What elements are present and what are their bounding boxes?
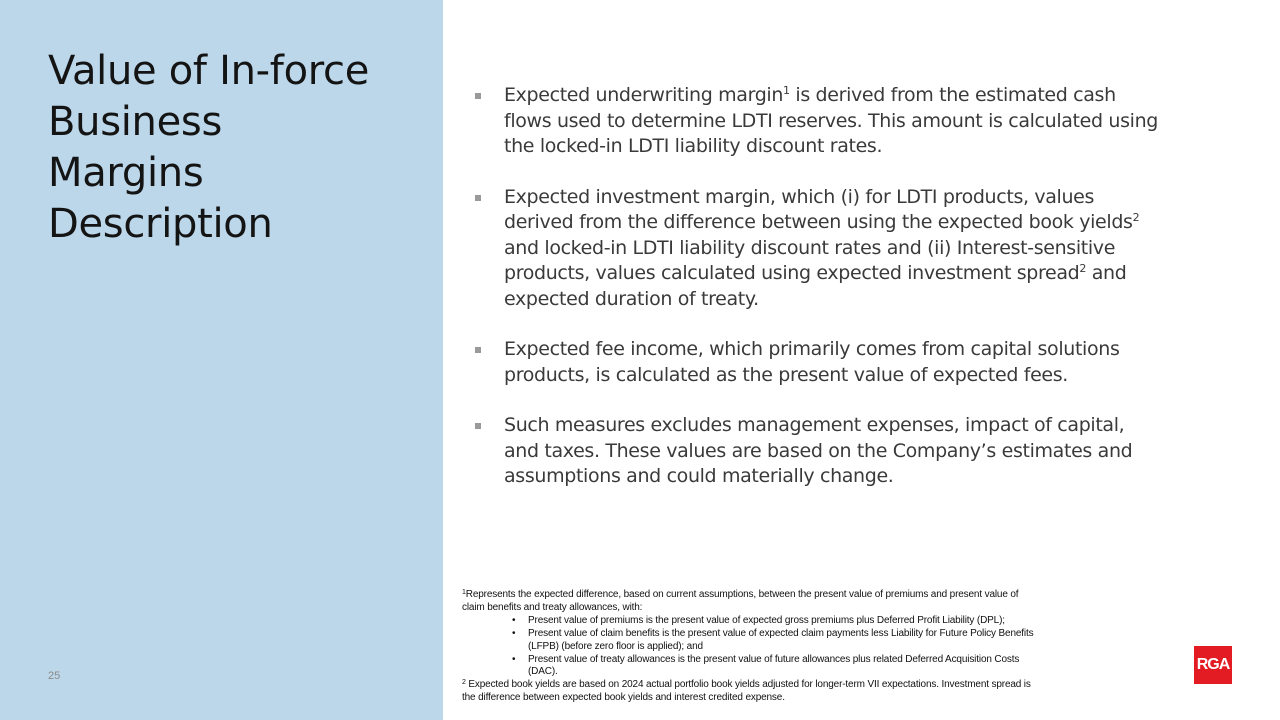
bullet-text-line: Expected investment margin, which (i) for LDTI products, values <box>504 185 1095 208</box>
footnote-subitem: • Present value of treaty allowances is the present value of future allowances plus related Deferred Acquisition Costs (DAC). <box>512 654 1172 680</box>
bullet-text-line: flows used to determine LDTI reserves. This amount is calculated using <box>504 109 1158 132</box>
bullet-item <box>474 337 1264 388</box>
footnote-subitem: • Present value of premiums is the present value of expected gross premiums plus Deferred Profit Liability (DPL); <box>512 615 1172 628</box>
bullet-text-line: the locked-in LDTI liability discount rates. <box>504 135 883 157</box>
rga-logo: RGA <box>1194 646 1232 684</box>
bullet-item <box>474 413 1264 490</box>
bullet-text-line: Expected underwriting margin$^1$ is derived from the estimated cash <box>504 84 1116 106</box>
footnote-sublist <box>512 615 1172 680</box>
left-panel <box>0 0 443 720</box>
bullet-item <box>474 83 1264 160</box>
bullet-list <box>474 83 1264 515</box>
page-number: 25 <box>48 670 61 682</box>
footnote-2-line: the difference between expected book yields and interest credited expense. <box>462 692 785 704</box>
square-bullet-icon <box>475 195 481 201</box>
square-bullet-icon <box>475 423 481 429</box>
footnote-2-line: $^2$ Expected book yields are based on 2024 actual portfolio book yields adjusted for longer-term VII expectations. Investment spread is <box>462 679 1031 691</box>
footnote-reference: 2 <box>1132 211 1140 224</box>
slide-title <box>48 46 428 250</box>
bullet-item <box>474 185 1264 313</box>
footnote-marker: 2 <box>462 679 466 687</box>
square-bullet-icon <box>475 93 481 99</box>
bullet-text-line: Such measures excludes management expenses, impact of capital, <box>504 414 1125 436</box>
slide-title-line: Description <box>48 201 273 247</box>
bullet-text-line: expected duration of treaty. <box>504 287 759 310</box>
footnote-reference: 1 <box>783 84 790 97</box>
footnote-subitem: • Present value of claim benefits is the present value of expected claim payments less Liability for Future Policy Benefits (LFPB) (before zero floor is applied); and <box>512 628 1172 654</box>
bullet-text-line: and locked-in LDTI liability discount rates and (ii) Interest-sensitive <box>504 236 1116 259</box>
slide-title-line: Business <box>48 99 222 145</box>
square-bullet-icon <box>475 347 481 353</box>
footnote-marker: 1 <box>462 589 466 596</box>
bullet-text-line: and taxes. These values are based on the Company’s estimates and <box>504 439 1133 462</box>
bullet-text-line: products, values calculated using expected investment spread$^2$ and <box>504 262 1127 284</box>
footnote-reference: 2 <box>1079 262 1087 275</box>
footnote-1-line: claim benefits and treaty allowances, with: <box>462 601 643 613</box>
bullet-text-line: Expected fee income, which primarily comes from capital solutions <box>504 338 1120 360</box>
bullet-text-line: products, is calculated as the present value of expected fees. <box>504 363 1068 386</box>
footnotes <box>462 589 1172 705</box>
bullet-text-line: assumptions and could materially change. <box>504 465 894 487</box>
footnote-1-line: $^1$Represents the expected difference, based on current assumptions, between the present value of premiums and present value of <box>462 589 1019 600</box>
slide-title-line: Value of In-force <box>48 48 370 94</box>
slide-title-line: Margins <box>48 150 204 196</box>
bullet-text-line: derived from the difference between using the expected book yields$^2$ <box>504 211 1140 233</box>
